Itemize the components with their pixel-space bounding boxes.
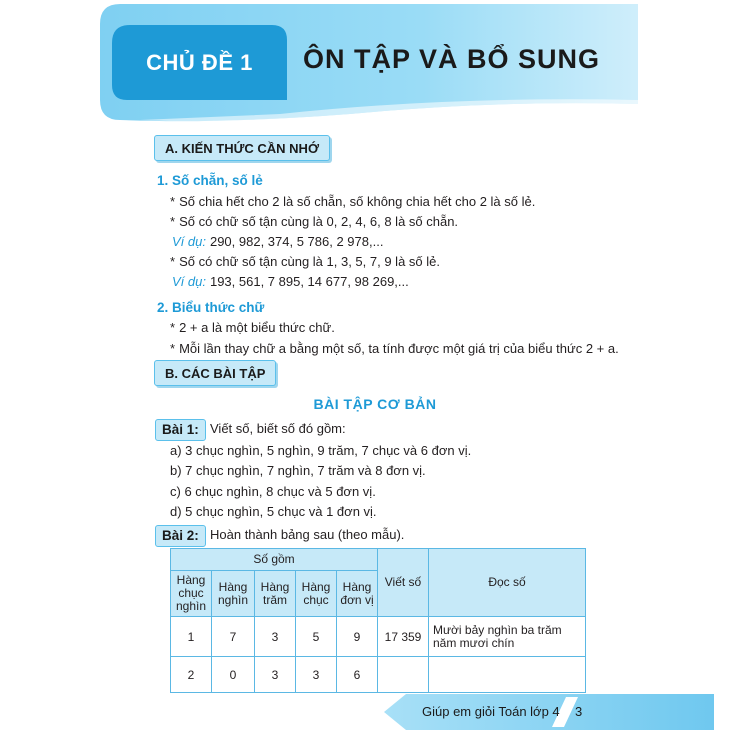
example-2-label: Ví dụ: (172, 274, 206, 289)
bai1-tag: Bài 1: (155, 419, 206, 441)
bai2-tag: Bài 2: (155, 525, 206, 547)
bullet-2-text: Số có chữ số tận cùng là 0, 2, 4, 6, 8 là số chẵn. (179, 214, 459, 229)
example-2-value: 193, 561, 7 895, 14 677, 98 269,... (209, 274, 409, 289)
table-row (171, 657, 586, 693)
bullet-4-text: 2 + a là một biểu thức chữ. (179, 320, 335, 335)
sub-header: Hàng trăm (255, 571, 296, 617)
basic-exercises-heading: BÀI TẬP CƠ BẢN (313, 396, 437, 412)
table-cell: 2 (171, 657, 212, 693)
table-cell: 3 (255, 617, 296, 657)
col-header-viet-so: Viết số (378, 549, 429, 617)
bullet-2 (170, 214, 458, 229)
bullet-5-text: Mỗi lần thay chữ a bằng một số, ta tính được một giá trị của biểu thức 2 + a. (179, 341, 619, 356)
sub-header: Hàng đơn vị (337, 571, 378, 617)
table-cell: Mười bảy nghìn ba trăm năm mươi chín (429, 617, 586, 657)
bai1-prompt: Viết số, biết số đó gồm: (210, 421, 346, 436)
section-a-title: A. KIẾN THỨC CẦN NHỚ (154, 135, 330, 161)
sub-header: Hàng chục nghìn (171, 571, 212, 617)
bullet-3 (170, 254, 440, 269)
bullet-1 (170, 194, 535, 209)
table-cell-empty (429, 657, 586, 693)
table-cell: 3 (255, 657, 296, 693)
table-row (171, 617, 586, 657)
table-cell: 9 (337, 617, 378, 657)
chapter-title: ÔN TẬP VÀ BỔ SUNG (303, 44, 601, 74)
book-title: Giúp em giỏi Toán lớp 4 (422, 704, 560, 719)
star-icon: * (170, 254, 176, 269)
example-1 (172, 234, 383, 249)
bai1-item-d: d) 5 chục nghìn, 5 chục và 1 đơn vị. (170, 504, 377, 519)
example-1-label: Ví dụ: (172, 234, 206, 249)
chapter-label: CHỦ ĐỀ 1 (146, 49, 253, 75)
star-icon: * (170, 194, 176, 209)
page-number: 3 (575, 704, 583, 719)
bullet-4 (170, 320, 335, 335)
table-cell: 1 (171, 617, 212, 657)
star-icon: * (170, 214, 176, 229)
section-b-title: B. CÁC BÀI TẬP (154, 360, 276, 386)
bai2-prompt: Hoàn thành bảng sau (theo mẫu). (210, 527, 405, 542)
example-2 (172, 274, 409, 289)
table-cell: 5 (296, 617, 337, 657)
example-1-value: 290, 982, 374, 5 786, 2 978,... (209, 234, 384, 249)
part2-heading: 2. Biểu thức chữ (157, 300, 265, 315)
sub-header: Hàng nghìn (212, 571, 255, 617)
group-header: Số gồm (171, 549, 378, 571)
table-cell: 7 (212, 617, 255, 657)
table-cell-empty (378, 657, 429, 693)
star-icon: * (170, 341, 176, 356)
table-cell: 0 (212, 657, 255, 693)
sub-header: Hàng chục (296, 571, 337, 617)
bullet-5 (170, 341, 619, 356)
bai1-item-b: b) 7 chục nghìn, 7 nghìn, 7 trăm và 8 đơn vị. (170, 463, 426, 478)
bai1-item-a: a) 3 chục nghìn, 5 nghìn, 9 trăm, 7 chục và 6 đơn vị. (170, 443, 472, 458)
table-cell: 6 (337, 657, 378, 693)
star-icon: * (170, 320, 176, 335)
part1-heading: 1. Số chẵn, số lẻ (157, 173, 263, 188)
bai1-item-c: c) 6 chục nghìn, 8 chục và 5 đơn vị. (170, 484, 376, 499)
bullet-1-text: Số chia hết cho 2 là số chẵn, số không chia hết cho 2 là số lẻ. (179, 194, 536, 209)
table-cell: 3 (296, 657, 337, 693)
table-cell: 17 359 (378, 617, 429, 657)
bullet-3-text: Số có chữ số tận cùng là 1, 3, 5, 7, 9 là số lẻ. (179, 254, 440, 269)
col-header-doc-so: Đọc số (429, 549, 586, 617)
number-table (170, 548, 586, 693)
